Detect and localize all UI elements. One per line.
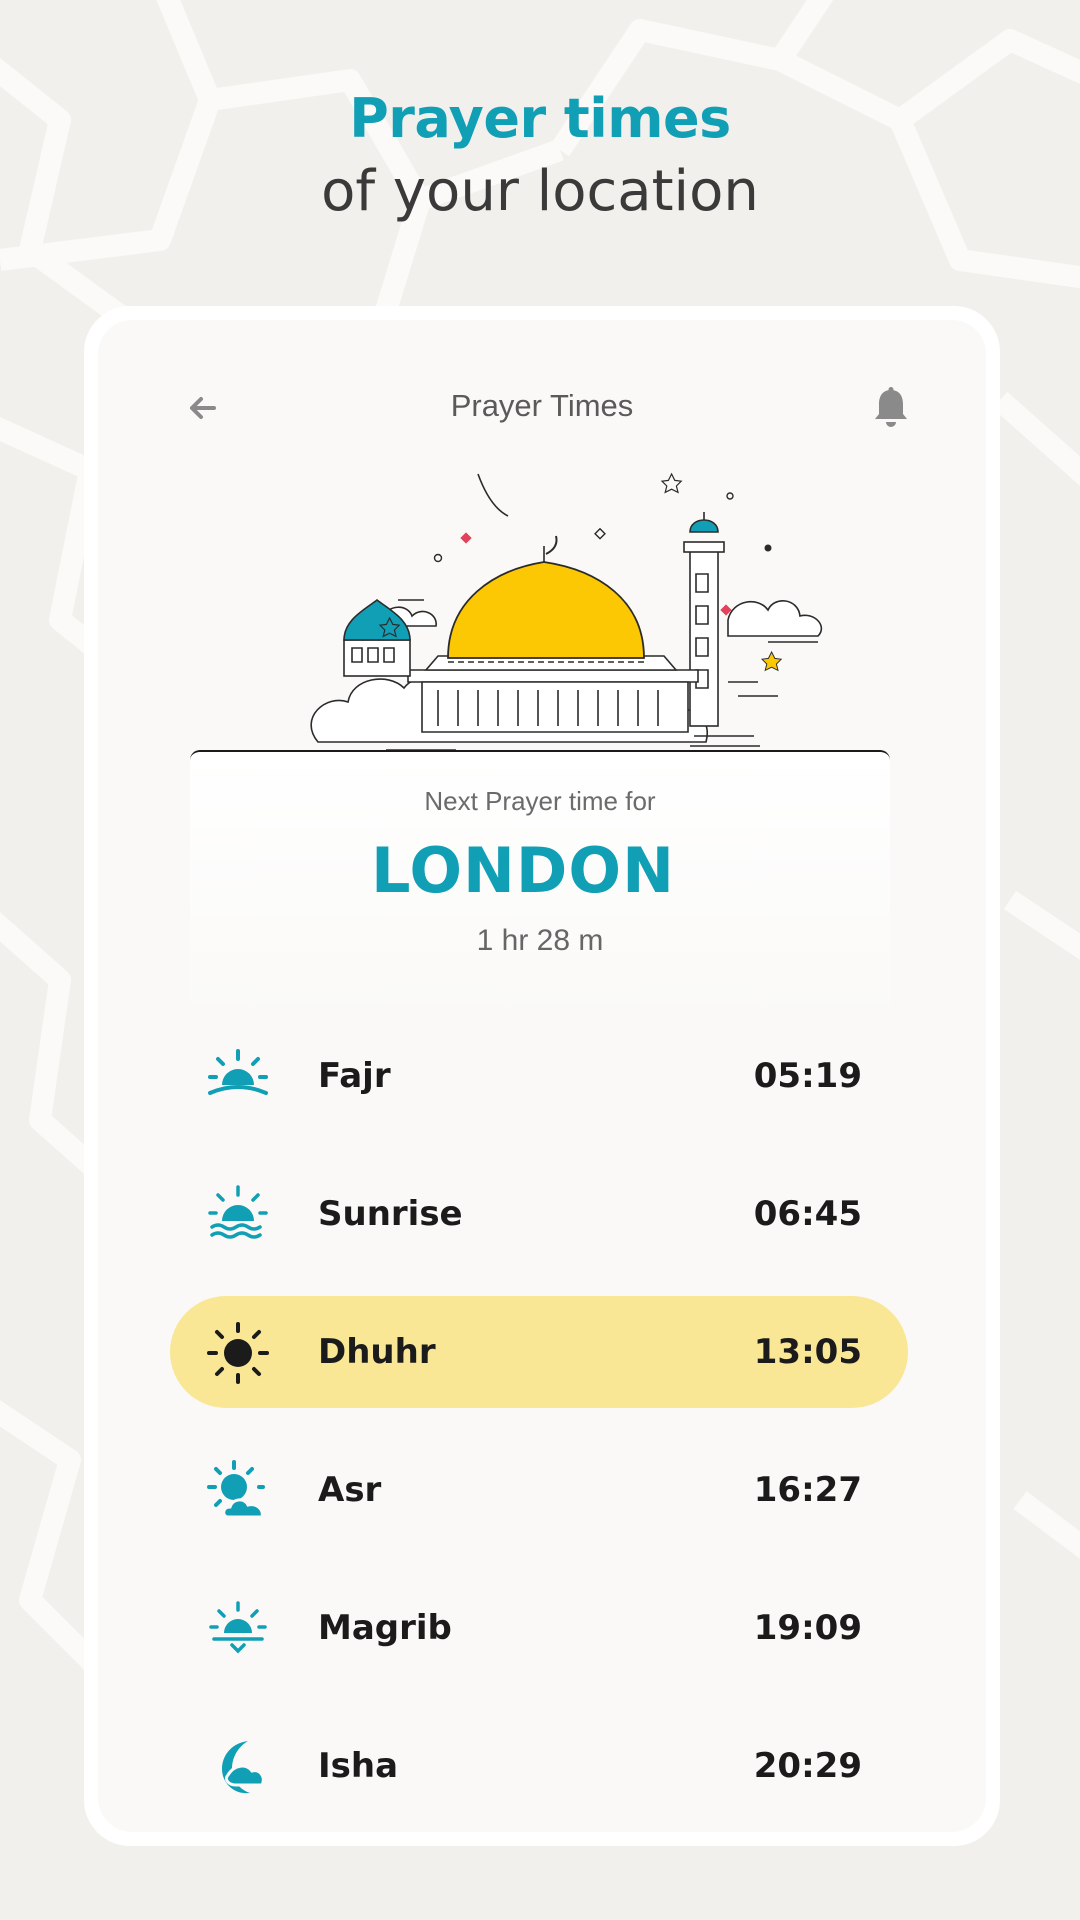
prayer-name: Asr <box>318 1470 382 1510</box>
dawn-sun-icon <box>206 1045 270 1109</box>
prayer-time: 19:09 <box>753 1608 862 1648</box>
headline-subtitle: of your location <box>321 159 759 224</box>
prayer-row-dhuhr[interactable] <box>170 1296 908 1408</box>
prayer-row-asr[interactable] <box>170 1434 908 1546</box>
prayer-time: 06:45 <box>753 1194 862 1234</box>
sunrise-icon <box>206 1183 270 1247</box>
prayer-name: Fajr <box>318 1056 391 1096</box>
prayer-time: 20:29 <box>753 1746 862 1786</box>
bell-icon[interactable] <box>871 386 911 430</box>
sunset-icon <box>206 1597 270 1661</box>
next-prayer-card <box>190 750 890 1022</box>
phone-frame <box>84 306 1000 1846</box>
prayer-name: Sunrise <box>318 1194 463 1234</box>
promo-headline <box>0 86 1080 232</box>
prayer-row-fajr[interactable] <box>170 1020 908 1132</box>
app-screen <box>98 320 986 1832</box>
prayer-time: 16:27 <box>753 1470 862 1510</box>
prayer-name: Isha <box>318 1746 399 1786</box>
prayer-time: 13:05 <box>753 1332 862 1372</box>
sun-icon <box>206 1321 270 1385</box>
prayer-row-isha[interactable] <box>170 1710 908 1822</box>
next-prayer-label: Next Prayer time for <box>424 786 656 816</box>
prayer-time: 05:19 <box>753 1056 862 1096</box>
prayer-list <box>170 1020 908 1832</box>
app-title: Prayer Times <box>450 388 634 423</box>
prayer-name: Magrib <box>318 1608 452 1648</box>
prayer-name: Dhuhr <box>318 1332 436 1372</box>
city-name: LONDON <box>371 834 675 907</box>
prayer-row-sunrise[interactable] <box>170 1158 908 1270</box>
sun-cloud-icon <box>206 1459 270 1523</box>
headline-accent: Prayer times <box>349 87 731 150</box>
countdown-text: 1 hr 28 m <box>476 924 604 957</box>
mosque-illustration <box>298 450 838 750</box>
prayer-row-magrib[interactable] <box>170 1572 908 1684</box>
moon-icon <box>206 1735 270 1799</box>
